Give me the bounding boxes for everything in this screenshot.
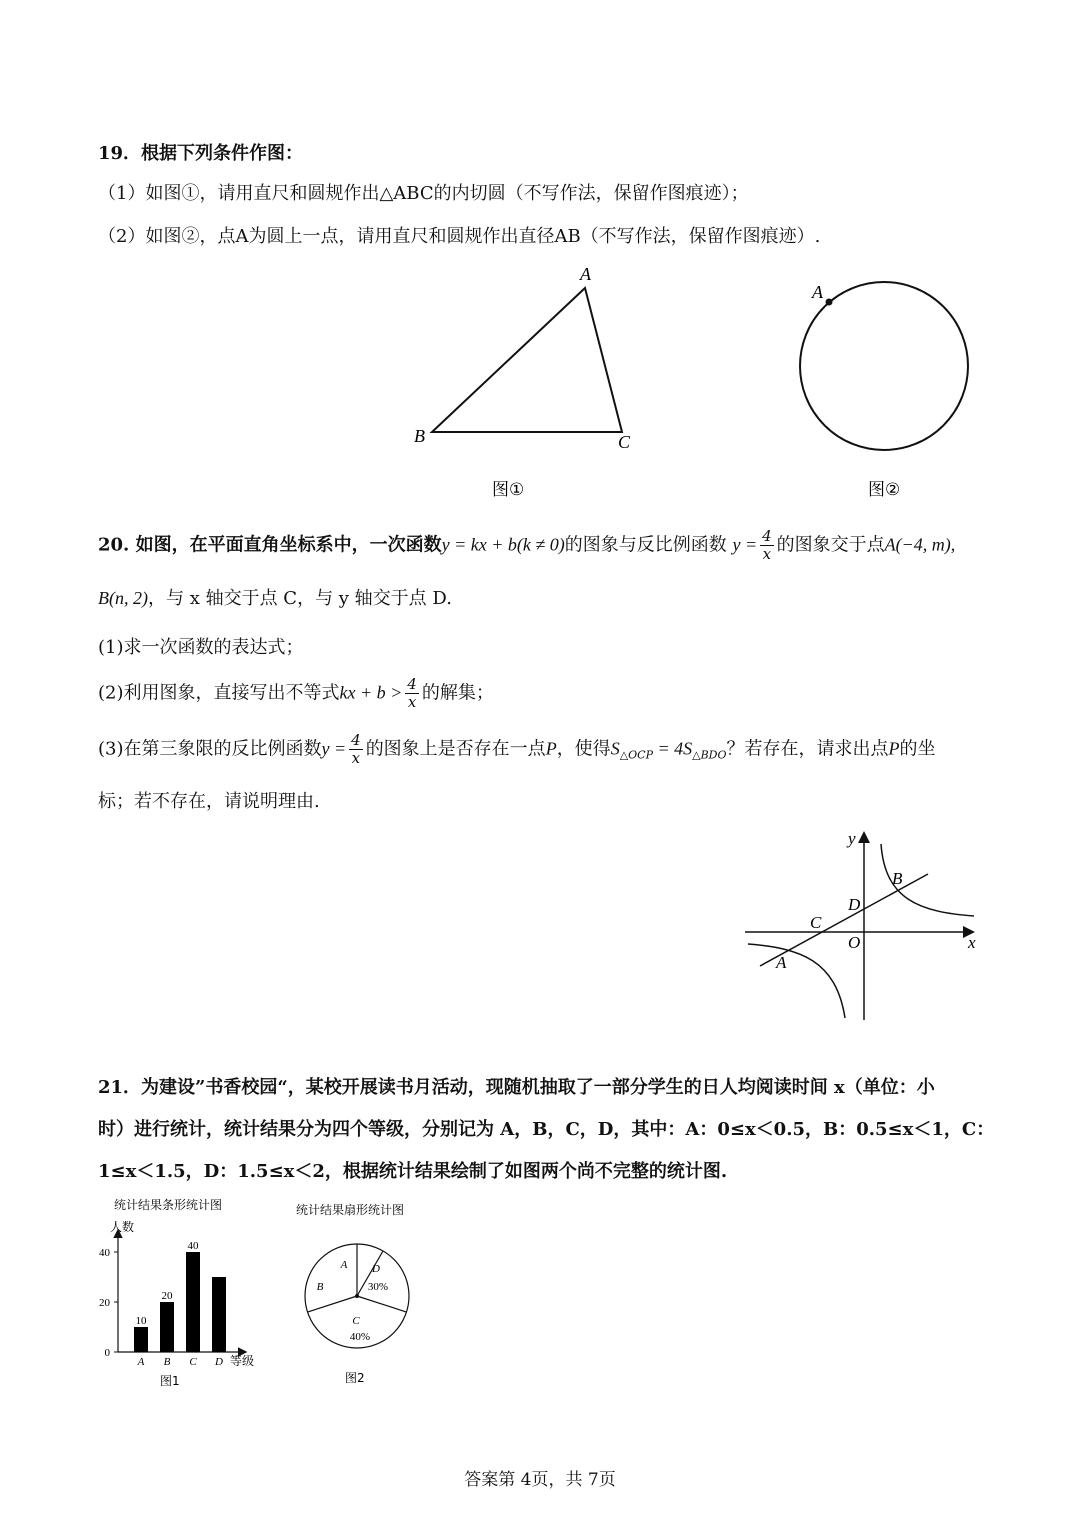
pie-slice-label: A — [340, 1259, 348, 1271]
label-a: A — [812, 282, 823, 302]
q20-part3-c: ，使得 — [556, 738, 611, 760]
area-sub-ocp: △OCP — [619, 748, 653, 762]
area-eq: = 4S — [652, 738, 693, 759]
pie-slice-label: C — [352, 1315, 360, 1327]
bar-chart-caption: 图1 — [160, 1374, 180, 1388]
inverse-function-y: y = — [321, 738, 347, 759]
label-d: D — [848, 895, 861, 914]
q20-intro: 20. 如图，在平面直角坐标系中，一次函数 — [98, 534, 442, 556]
triangle-abc — [432, 288, 622, 432]
q19-part2: （2）如图②，点A为圆上一点，请用直尺和圆规作出直径AB（不写作法，保留作图痕迹）. — [98, 226, 821, 247]
fraction-4-over-x — [405, 676, 419, 711]
frac-num: 4 — [407, 675, 417, 693]
bar-chart-title: 统计结果条形统计图 — [114, 1198, 223, 1212]
frac-den: x — [407, 693, 417, 711]
q20-part3 — [98, 732, 936, 768]
x-tick-label: B — [163, 1356, 171, 1368]
bar-A — [134, 1327, 148, 1352]
pie-chart — [290, 1200, 430, 1390]
q20-part3-e: 的坐 — [899, 738, 936, 760]
q20-coordinate-graph — [740, 820, 990, 1030]
x-tick-label: D — [215, 1356, 223, 1368]
q20-part3-a: (3)在第三象限的反比例函数 — [98, 738, 322, 760]
pie-slice-label: D — [372, 1263, 380, 1275]
x-tick-label: C — [189, 1356, 197, 1368]
page-footer: 答案第 4页，共 7页 — [464, 1470, 616, 1490]
label-a: A — [776, 953, 787, 972]
q20-part3-line2: 标；若不存在，请说明理由. — [98, 791, 320, 812]
q20-text-3: 的图象交于点 — [776, 534, 885, 556]
q20-line2 — [98, 586, 452, 611]
q20-line2-text: ，与 x 轴交于点 C，与 y 轴交于点 D. — [147, 588, 452, 609]
y-tick-label: 40 — [99, 1247, 110, 1259]
point-a-dot — [826, 299, 833, 306]
point-a-coords: A(−4, m), — [884, 534, 956, 555]
q19-title: 19．根据下列条件作图： — [98, 143, 304, 164]
area-s1: S — [610, 738, 620, 759]
frac-den: x — [351, 749, 361, 767]
label-y: y — [848, 829, 856, 848]
label-o: O — [848, 933, 861, 952]
pie-slice-percent: 40% — [349, 1331, 371, 1343]
bar-B — [160, 1302, 174, 1352]
q21-line3: 1≤x＜1.5，D：1.5≤x＜2，根据统计结果绘制了如图两个尚不完整的统计图. — [98, 1161, 728, 1182]
pie-chart-caption: 图2 — [345, 1371, 365, 1385]
figure-2-circle — [780, 270, 1000, 510]
pie-center — [355, 1294, 359, 1298]
label-x: x — [968, 933, 976, 952]
hyperbola-q3 — [748, 944, 845, 1018]
q21-line2: 时）进行统计，统计结果分为四个等级，分别记为 A，B，C，D，其中：A：0≤x＜0.5，B：0.5≤x＜1，C： — [98, 1119, 995, 1140]
point-p: P — [545, 738, 557, 759]
q20-part2 — [98, 676, 494, 711]
bar-data-label: 40 — [187, 1240, 199, 1252]
fraction-4-over-x — [349, 732, 363, 767]
caption-fig2: 图② — [868, 480, 901, 500]
bar-chart-ylabel: 人数 — [110, 1220, 135, 1234]
inequality: kx + b > — [339, 682, 403, 703]
frac-den: x — [762, 545, 772, 563]
pie-divider — [308, 1296, 357, 1312]
bar-data-label: 10 — [135, 1315, 147, 1327]
label-c: C — [810, 913, 822, 932]
q20-part1: (1)求一次函数的表达式； — [98, 637, 304, 658]
linear-function: y = kx + b(k ≠ 0) — [441, 534, 565, 555]
bar-chart — [90, 1195, 270, 1395]
bar-C — [186, 1252, 200, 1352]
area-sub-bdo: △BDO — [692, 748, 727, 762]
bar-data-label: 20 — [161, 1290, 173, 1302]
q21-line1: 21．为建设”书香校园“，某校开展读书月活动，现随机抽取了一部分学生的日人均阅读时间 x（单位：小 — [98, 1077, 935, 1098]
label-b: B — [892, 869, 903, 888]
inverse-function-y: y = — [732, 534, 758, 555]
point-b-coords: B(n, 2) — [98, 588, 148, 608]
label-b: B — [414, 426, 425, 446]
fraction-4-over-x — [760, 528, 774, 563]
circle — [800, 282, 968, 450]
q20-text-2: 的图象与反比例函数 — [564, 534, 727, 556]
pie-slice-percent: 30% — [367, 1281, 389, 1293]
point-p: P — [888, 738, 900, 759]
q20-part3-b: 的图象上是否存在一点 — [365, 738, 546, 760]
label-a: A — [580, 264, 591, 284]
y-tick-label: 0 — [104, 1347, 110, 1359]
caption-fig1: 图① — [492, 480, 525, 500]
pie-divider — [357, 1296, 406, 1312]
frac-num: 4 — [762, 527, 772, 545]
q20-line1 — [98, 528, 955, 563]
pie-chart-title: 统计结果扇形统计图 — [296, 1203, 405, 1217]
frac-num: 4 — [351, 731, 361, 749]
q20-part3-d: ？若存在，请求出点 — [726, 738, 889, 760]
y-tick-label: 20 — [99, 1297, 110, 1309]
figure-1-triangle — [400, 260, 660, 510]
bar-D — [212, 1277, 226, 1352]
label-c: C — [618, 432, 631, 452]
q20-part2-a: (2)利用图象，直接写出不等式 — [98, 682, 340, 704]
x-tick-label: A — [137, 1356, 145, 1368]
pie-slice-label: B — [316, 1281, 324, 1293]
q20-part2-b: 的解集； — [421, 682, 494, 704]
bar-chart-xlabel: 等级 — [230, 1354, 255, 1368]
q19-part1: （1）如图①，请用直尺和圆规作出△ABC的内切圆（不写作法，保留作图痕迹）； — [98, 183, 749, 204]
